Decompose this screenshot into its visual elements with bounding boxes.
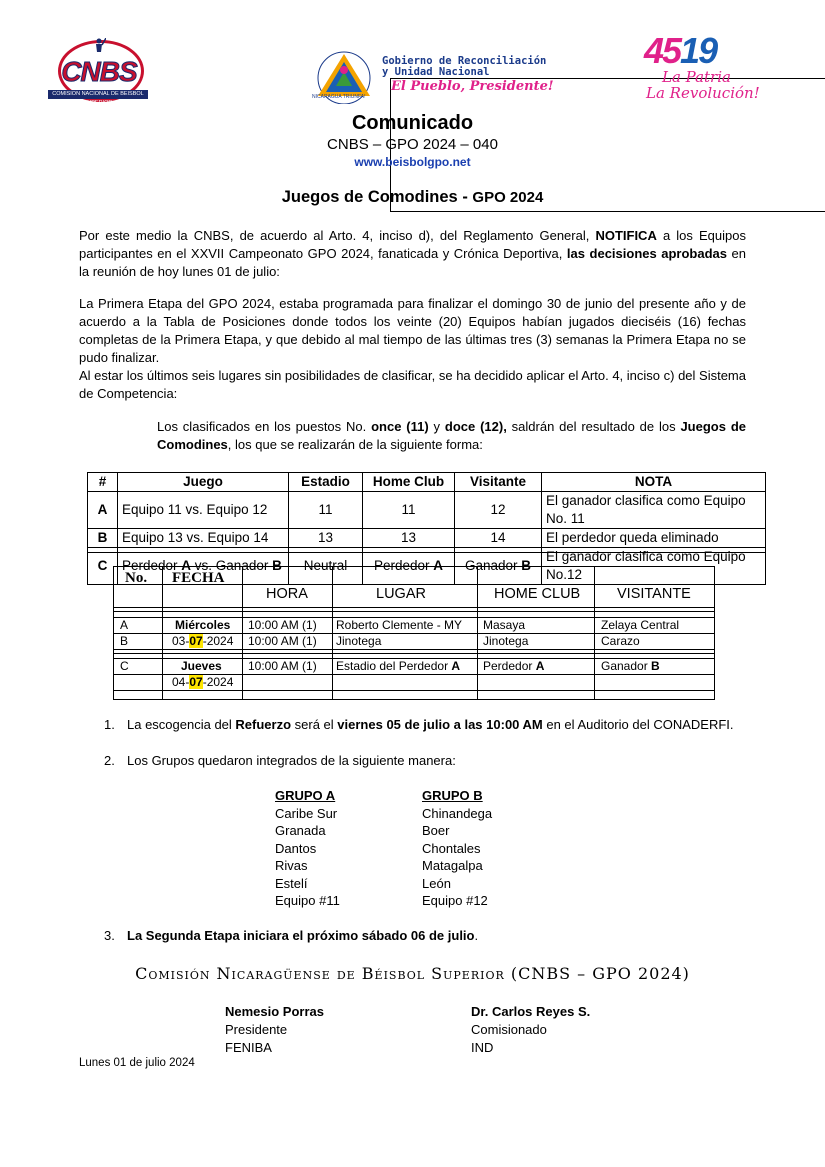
home-b: A (535, 659, 545, 673)
table-bottom-rule (87, 552, 766, 553)
row-estadio: 13 (289, 529, 363, 548)
row-divider (114, 649, 714, 650)
gobierno-line1: Gobierno de Reconciliación (382, 55, 547, 67)
row-a-visit: Zelaya Central (601, 618, 680, 632)
document-date: Lunes 01 de julio 2024 (79, 1057, 195, 1069)
row-a-id: A (120, 618, 129, 632)
row-c-visit (601, 659, 660, 673)
page-title: Comunicado (351, 112, 474, 134)
list-item: Caribe Sur (275, 805, 338, 821)
item-text (127, 717, 734, 732)
p4-b: once (11) (371, 419, 429, 434)
list-item: Matagalpa (422, 858, 483, 873)
gobierno-line2: y Unidad Nacional (382, 66, 490, 78)
p1-a: Por este medio la CNBS, de acuerdo al Arto. 4, inciso d), del Reglamento General, (79, 228, 596, 243)
col-header: Home Club (363, 473, 455, 492)
date-part: 04- (172, 675, 190, 689)
header-hora: HORA (266, 586, 308, 602)
list-item: Chinandega (422, 805, 493, 821)
p1-b: NOTIFICA (595, 228, 657, 243)
row-c-id: C (120, 659, 129, 673)
item-number: 3. (104, 928, 115, 943)
row-b-lugar: Jinotega (336, 634, 382, 648)
group-b-title: GRUPO B (422, 788, 483, 803)
i1-d: viernes 05 de julio a las 10:00 AM (337, 717, 543, 732)
logo-number-a: 45 (644, 30, 681, 71)
row-c-hora: 10:00 AM (1) (248, 659, 317, 673)
schedule-table (113, 566, 715, 700)
signature-block-1 (225, 1003, 324, 1057)
header-fecha: FECHA (172, 570, 225, 586)
cnbs-letters: CNBS (61, 56, 137, 87)
row-juego: Equipo 13 vs. Equipo 14 (118, 529, 289, 548)
header-visit: VISITANTE (617, 586, 691, 602)
col-header: # (88, 473, 118, 492)
list-item: Rivas (275, 858, 308, 873)
row-b-hora: 10:00 AM (1) (248, 634, 317, 648)
signer-name: Nemesio Porras (225, 1004, 324, 1019)
row-estadio: 11 (289, 492, 363, 529)
home-b: A (433, 558, 444, 573)
heading-part-a: Juegos de Comodines - (281, 188, 473, 206)
table-header-row (88, 473, 766, 492)
p4-a: Los clasificados en los puestos No. (157, 419, 372, 434)
juego-d: B (272, 558, 282, 573)
paragraph-wildcards (157, 418, 746, 454)
document-number: CNBS – GPO 2024 – 040 (327, 136, 498, 153)
header-no: No. (125, 570, 148, 586)
gobierno-small-text: NICARAGUA TRIUNFA! (312, 94, 366, 100)
section-heading (0, 188, 825, 207)
i3-e: . (474, 928, 479, 943)
item-number: 1. (104, 717, 115, 732)
group-b (422, 787, 492, 910)
row-home: 13 (363, 529, 455, 548)
gobierno-slogan: El Pueblo, Presidente! (390, 78, 825, 212)
signer-name: Dr. Carlos Reyes S. (471, 1004, 591, 1019)
list-item: León (422, 875, 451, 891)
visit-b: B (651, 659, 660, 673)
date-part: -2024 (202, 634, 234, 648)
p4-d: doce (12), (444, 419, 507, 434)
row-b-date (172, 634, 233, 648)
row-c-home (483, 659, 544, 673)
row-b-home: Jinotega (483, 634, 529, 648)
row-a-home: Masaya (483, 618, 526, 632)
list-item: Equipo #12 (422, 893, 488, 908)
col-header: Visitante (455, 473, 542, 492)
row-divider (114, 607, 714, 608)
lugar-a: Estadio del Perdedor (336, 659, 452, 673)
row-a-hora: 10:00 AM (1) (248, 618, 317, 632)
col-header: Juego (118, 473, 289, 492)
group-a (275, 787, 340, 910)
logo-line1: La Patria (662, 68, 731, 86)
col-header: NOTA (542, 473, 766, 492)
paragraph-intro (79, 227, 746, 281)
row-c-day: Jueves (181, 659, 222, 673)
row-estadio: Neutral (289, 548, 363, 585)
group-a-title: GRUPO A (275, 788, 336, 803)
fsln-4519-logo (640, 30, 780, 105)
visit-b: B (521, 558, 532, 573)
col-header: Estadio (289, 473, 363, 492)
item-number: 2. (104, 753, 115, 768)
row-c-date (172, 675, 233, 689)
table-row (88, 529, 766, 548)
date-month-highlight: 07 (189, 675, 203, 689)
p4-g: , los que se realizarán de la siguiente forma: (227, 437, 483, 452)
p4-f: Juegos de Comodines (157, 419, 746, 452)
visit-a: Ganador (601, 659, 652, 673)
row-id: A (88, 492, 118, 529)
juego-a: Perdedor (122, 558, 182, 573)
row-home: 11 (363, 492, 455, 529)
home-a: Perdedor (373, 558, 434, 573)
p4-e: saldrán del resultado de los (506, 419, 681, 434)
row-visit: 12 (455, 492, 542, 529)
list-item: Boer (422, 823, 450, 838)
header-lugar: LUGAR (376, 586, 426, 602)
row-divider (114, 653, 714, 654)
header-home: HOME CLUB (494, 586, 581, 602)
table-row (88, 492, 766, 529)
row-nota: El ganador clasifica como Equipo No. 11 (542, 492, 766, 529)
i1-a: La escogencia del (127, 717, 236, 732)
i1-b: Refuerzo (235, 717, 292, 732)
baseball-player-icon (92, 38, 106, 58)
signer-org: FENIBA (225, 1040, 272, 1055)
row-divider (114, 611, 714, 612)
row-nota: El perdedor queda eliminado (542, 529, 766, 548)
cnbs-bar-text: COMISION NACIONAL DE BEISBOL SUPERIOR (48, 90, 148, 99)
logo-line2: La Revolución! (646, 84, 760, 102)
row-id: B (88, 529, 118, 548)
signature-block-2 (471, 1003, 590, 1057)
home-a: Perdedor (483, 659, 536, 673)
p1-d: las decisiones aprobadas (566, 246, 728, 261)
p4-c: y (428, 419, 445, 434)
i1-e: en el Auditorio del CONADERFI. (542, 717, 734, 732)
gobierno-logo (312, 48, 562, 106)
list-item: Equipo #11 (275, 893, 340, 908)
website-link[interactable]: www.beisbolgpo.net (354, 155, 471, 169)
signer-role: Presidente (225, 1022, 288, 1037)
footer-title: Comisión Nicaragüense de Béisbol Superior (CNBS – GPO 2024) (135, 964, 690, 983)
list-item: Dantos (275, 840, 317, 856)
juego-b: A (181, 558, 192, 573)
item-text (127, 928, 478, 943)
i3-b: La Segunda Etapa iniciara el próximo sábado 06 de julio (127, 928, 475, 943)
logo-number (644, 30, 716, 72)
cnbs-logo (44, 36, 152, 104)
paragraph-positions: Al estar los últimos seis lugares sin posibilidades de clasificar, se ha decidido aplicar el Arto. 4, inciso c) del Sistema de Competencia: (79, 368, 746, 401)
juego-c: vs. Ganador (191, 558, 273, 573)
row-divider (114, 690, 714, 691)
row-a-lugar: Roberto Clemente - MY (336, 618, 463, 632)
lugar-b: A (451, 659, 461, 673)
item-text: Los Grupos quedaron integrados de la siguiente manera: (127, 753, 456, 768)
i1-c: será el (291, 717, 338, 732)
date-part: 03- (172, 634, 190, 648)
date-month-highlight: 07 (189, 634, 203, 648)
row-c-lugar (336, 659, 460, 673)
row-visit: 14 (455, 529, 542, 548)
row-a-day: Miércoles (175, 618, 231, 632)
visit-a: Ganador (464, 558, 522, 573)
logo-number-b: 19 (680, 30, 717, 71)
row-b-id: B (120, 634, 129, 648)
signer-role: Comisionado (471, 1022, 547, 1037)
list-item: Granada (275, 823, 326, 838)
row-b-visit: Carazo (601, 634, 640, 648)
paragraph-first-stage: La Primera Etapa del GPO 2024, estaba programada para finalizar el domingo 30 de junio del presente año y de acuerdo a la Tabla de Posiciones donde todos los veinte (20) Equipos habían jugados dieciséis (16) fechas completas de la Primera Etapa, y que debido al mal tiempo de las últimas tres (3) semanas la Primera Etapa no se pudo finalizar. (79, 296, 746, 365)
row-nota: El ganador clasifica como Equipo No.12 (542, 548, 766, 585)
row-id: C (88, 548, 118, 585)
date-part: -2024 (202, 675, 234, 689)
list-item: Estelí (275, 875, 308, 891)
p1-c: a los Equipos participantes en el XXVII Campeonato GPO 2024, fanaticada y Crónica Deportiva, (79, 228, 746, 261)
p1-e: en la reunión de hoy lunes 01 de julio: (79, 246, 747, 279)
signer-org: IND (471, 1040, 494, 1055)
row-juego: Equipo 11 vs. Equipo 12 (118, 492, 289, 529)
list-item: Chontales (422, 840, 481, 856)
heading-part-b: GPO 2024 (472, 189, 544, 206)
